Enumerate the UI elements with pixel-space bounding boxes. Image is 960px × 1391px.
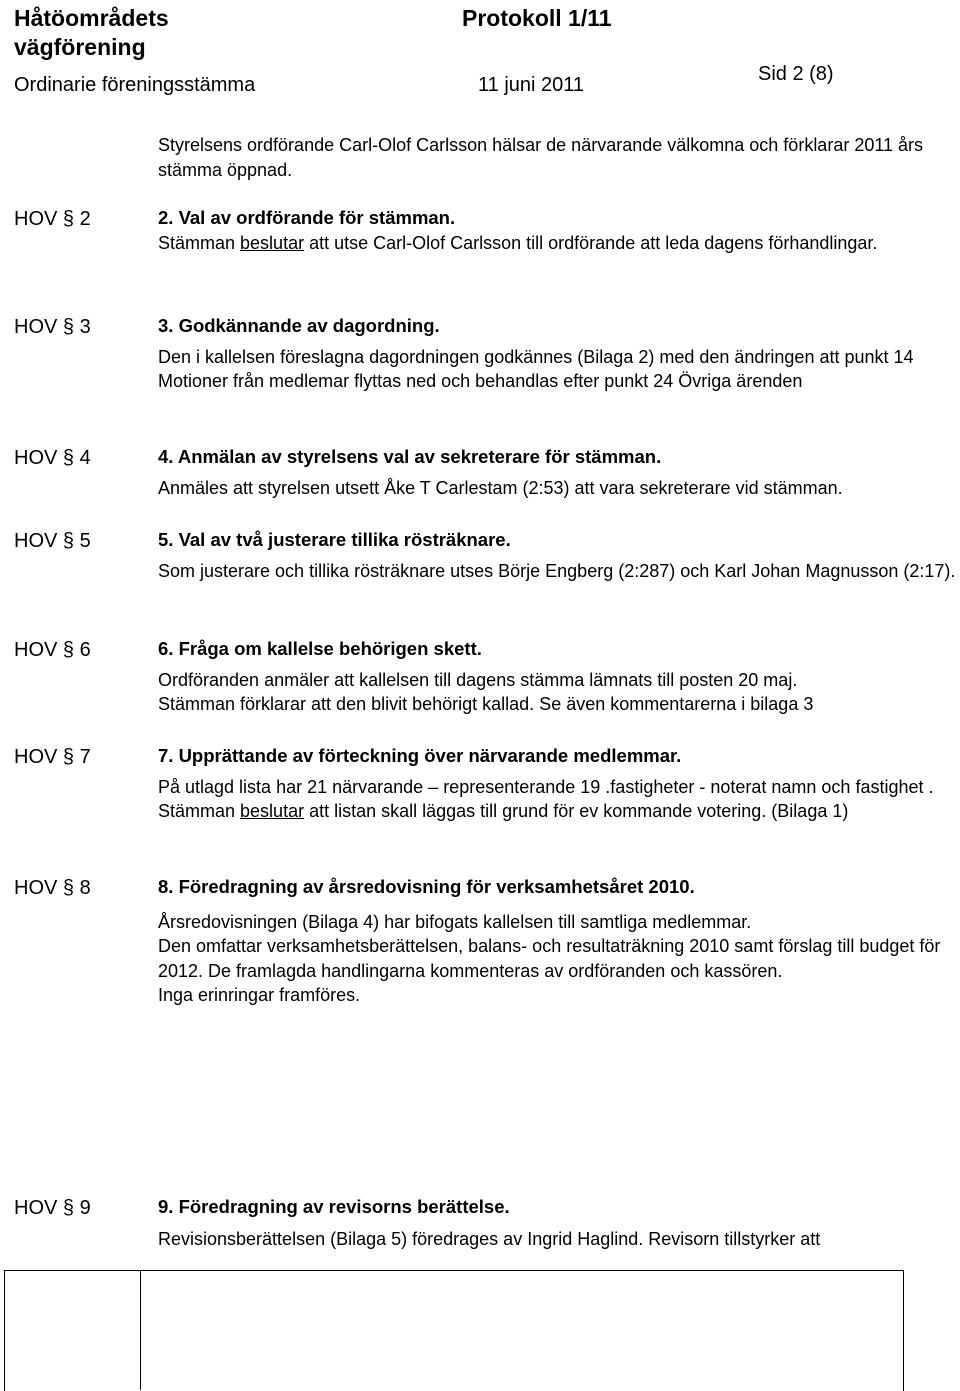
section-8-label: HOV § 8 — [14, 877, 91, 899]
section-5-label: HOV § 5 — [14, 530, 91, 552]
section-6-heading: 6. Fråga om kallelse behörigen skett. — [158, 638, 482, 659]
signature-table-frame — [4, 1270, 904, 1391]
meeting-date: 11 juni 2011 — [478, 74, 585, 96]
section-2-label: HOV § 2 — [14, 208, 91, 230]
section-4-label: HOV § 4 — [14, 447, 91, 469]
section-5 — [158, 528, 956, 583]
section-7-heading: 7. Upprättande av förteckning över närvarande medlemmar. — [158, 745, 682, 766]
section-3-text: Den i kallelsen föreslagna dagordningen godkännes (Bilaga 2) med den ändringen att punkt 14 Motioner från medlemar flyttas ned och behandlas efter punkt 24 Övriga ärenden — [158, 346, 914, 391]
section-7-text: På utlagd lista har 21 närvarande – representerande 19 .fastigheter - noterat namn och fastighet . Stämman beslutar att listan skall läggas till grund för ev kommande votering. (Bilaga 1) — [158, 776, 934, 821]
section-5-text: Som justerare och tillika rösträknare utses Börje Engberg (2:287) och Karl Johan Magnusson (2:17). — [158, 560, 956, 581]
section-3-label: HOV § 3 — [14, 316, 91, 338]
section-6-label: HOV § 6 — [14, 639, 91, 661]
underlined-decision-word: beslutar — [240, 232, 305, 253]
meeting-type: Ordinarie föreningsstämma — [14, 74, 256, 96]
intro-text: Styrelsens ordförande Carl-Olof Carlsson hälsar de närvarande välkomna och förklarar 2011 års stämma öppnad. — [158, 135, 924, 180]
section-8-line2: Den omfattar verksamhetsberättelsen, balans- och resultaträkning 2010 samt förslag till budget för 2012. De framlagda handlingarna kommenteras av ordföranden och kassören. — [158, 936, 941, 981]
section-9-label: HOV § 9 — [14, 1197, 91, 1219]
signature-table-divider — [140, 1270, 141, 1390]
section-9-heading: 9. Föredragning av revisorns berättelse. — [158, 1196, 510, 1217]
section-6-line1: Ordföranden anmäler att kallelsen till dagens stämma lämnats till posten 20 maj. — [158, 669, 798, 690]
section-8-heading: 8. Föredragning av årsredovisning för verksamhetsåret 2010. — [158, 876, 695, 897]
protocol-number: Protokoll 1/11 — [462, 5, 612, 31]
section-9 — [158, 1195, 956, 1251]
section-4-text: Anmäles att styrelsen utsett Åke T Carlestam (2:53) att vara sekreterare vid stämman. — [158, 477, 843, 498]
page-number: Sid 2 (8) — [758, 63, 834, 85]
section-4-heading: 4. Anmälan av styrelsens val av sekreterare för stämman. — [158, 446, 662, 467]
section-2-heading: 2. Val av ordförande för stämman. — [158, 207, 456, 228]
intro-paragraph — [158, 133, 956, 182]
section-2-text: Stämman beslutar att utse Carl-Olof Carlsson till ordförande att leda dagens förhandlingar. — [158, 232, 878, 253]
org-name-line2: vägförening — [14, 34, 146, 60]
section-5-heading: 5. Val av två justerare tillika rösträknare. — [158, 529, 511, 550]
section-8-line3: Inga erinringar framföres. — [158, 985, 361, 1005]
section-7 — [158, 744, 956, 824]
section-9-text: Revisionsberättelsen (Bilaga 5) föredrages av Ingrid Haglind. Revisorn tillstyrker att — [158, 1228, 821, 1249]
section-3 — [158, 314, 956, 394]
section-2 — [158, 206, 956, 255]
section-8-line1: Årsredovisningen (Bilaga 4) har bifogats kallelsen till samtliga medlemmar. — [158, 911, 752, 932]
underlined-decision-word: beslutar — [240, 801, 305, 821]
section-7-label: HOV § 7 — [14, 746, 91, 768]
section-8 — [158, 875, 956, 1008]
org-name-line1: Håtöområdets — [14, 5, 169, 31]
section-6 — [158, 637, 956, 717]
section-3-heading: 3. Godkännande av dagordning. — [158, 315, 440, 336]
section-6-line2: Stämman förklarar att den blivit behörigt kallad. Se även kommentarerna i bilaga 3 — [158, 694, 814, 714]
section-4 — [158, 445, 956, 500]
organization-name — [14, 4, 234, 62]
